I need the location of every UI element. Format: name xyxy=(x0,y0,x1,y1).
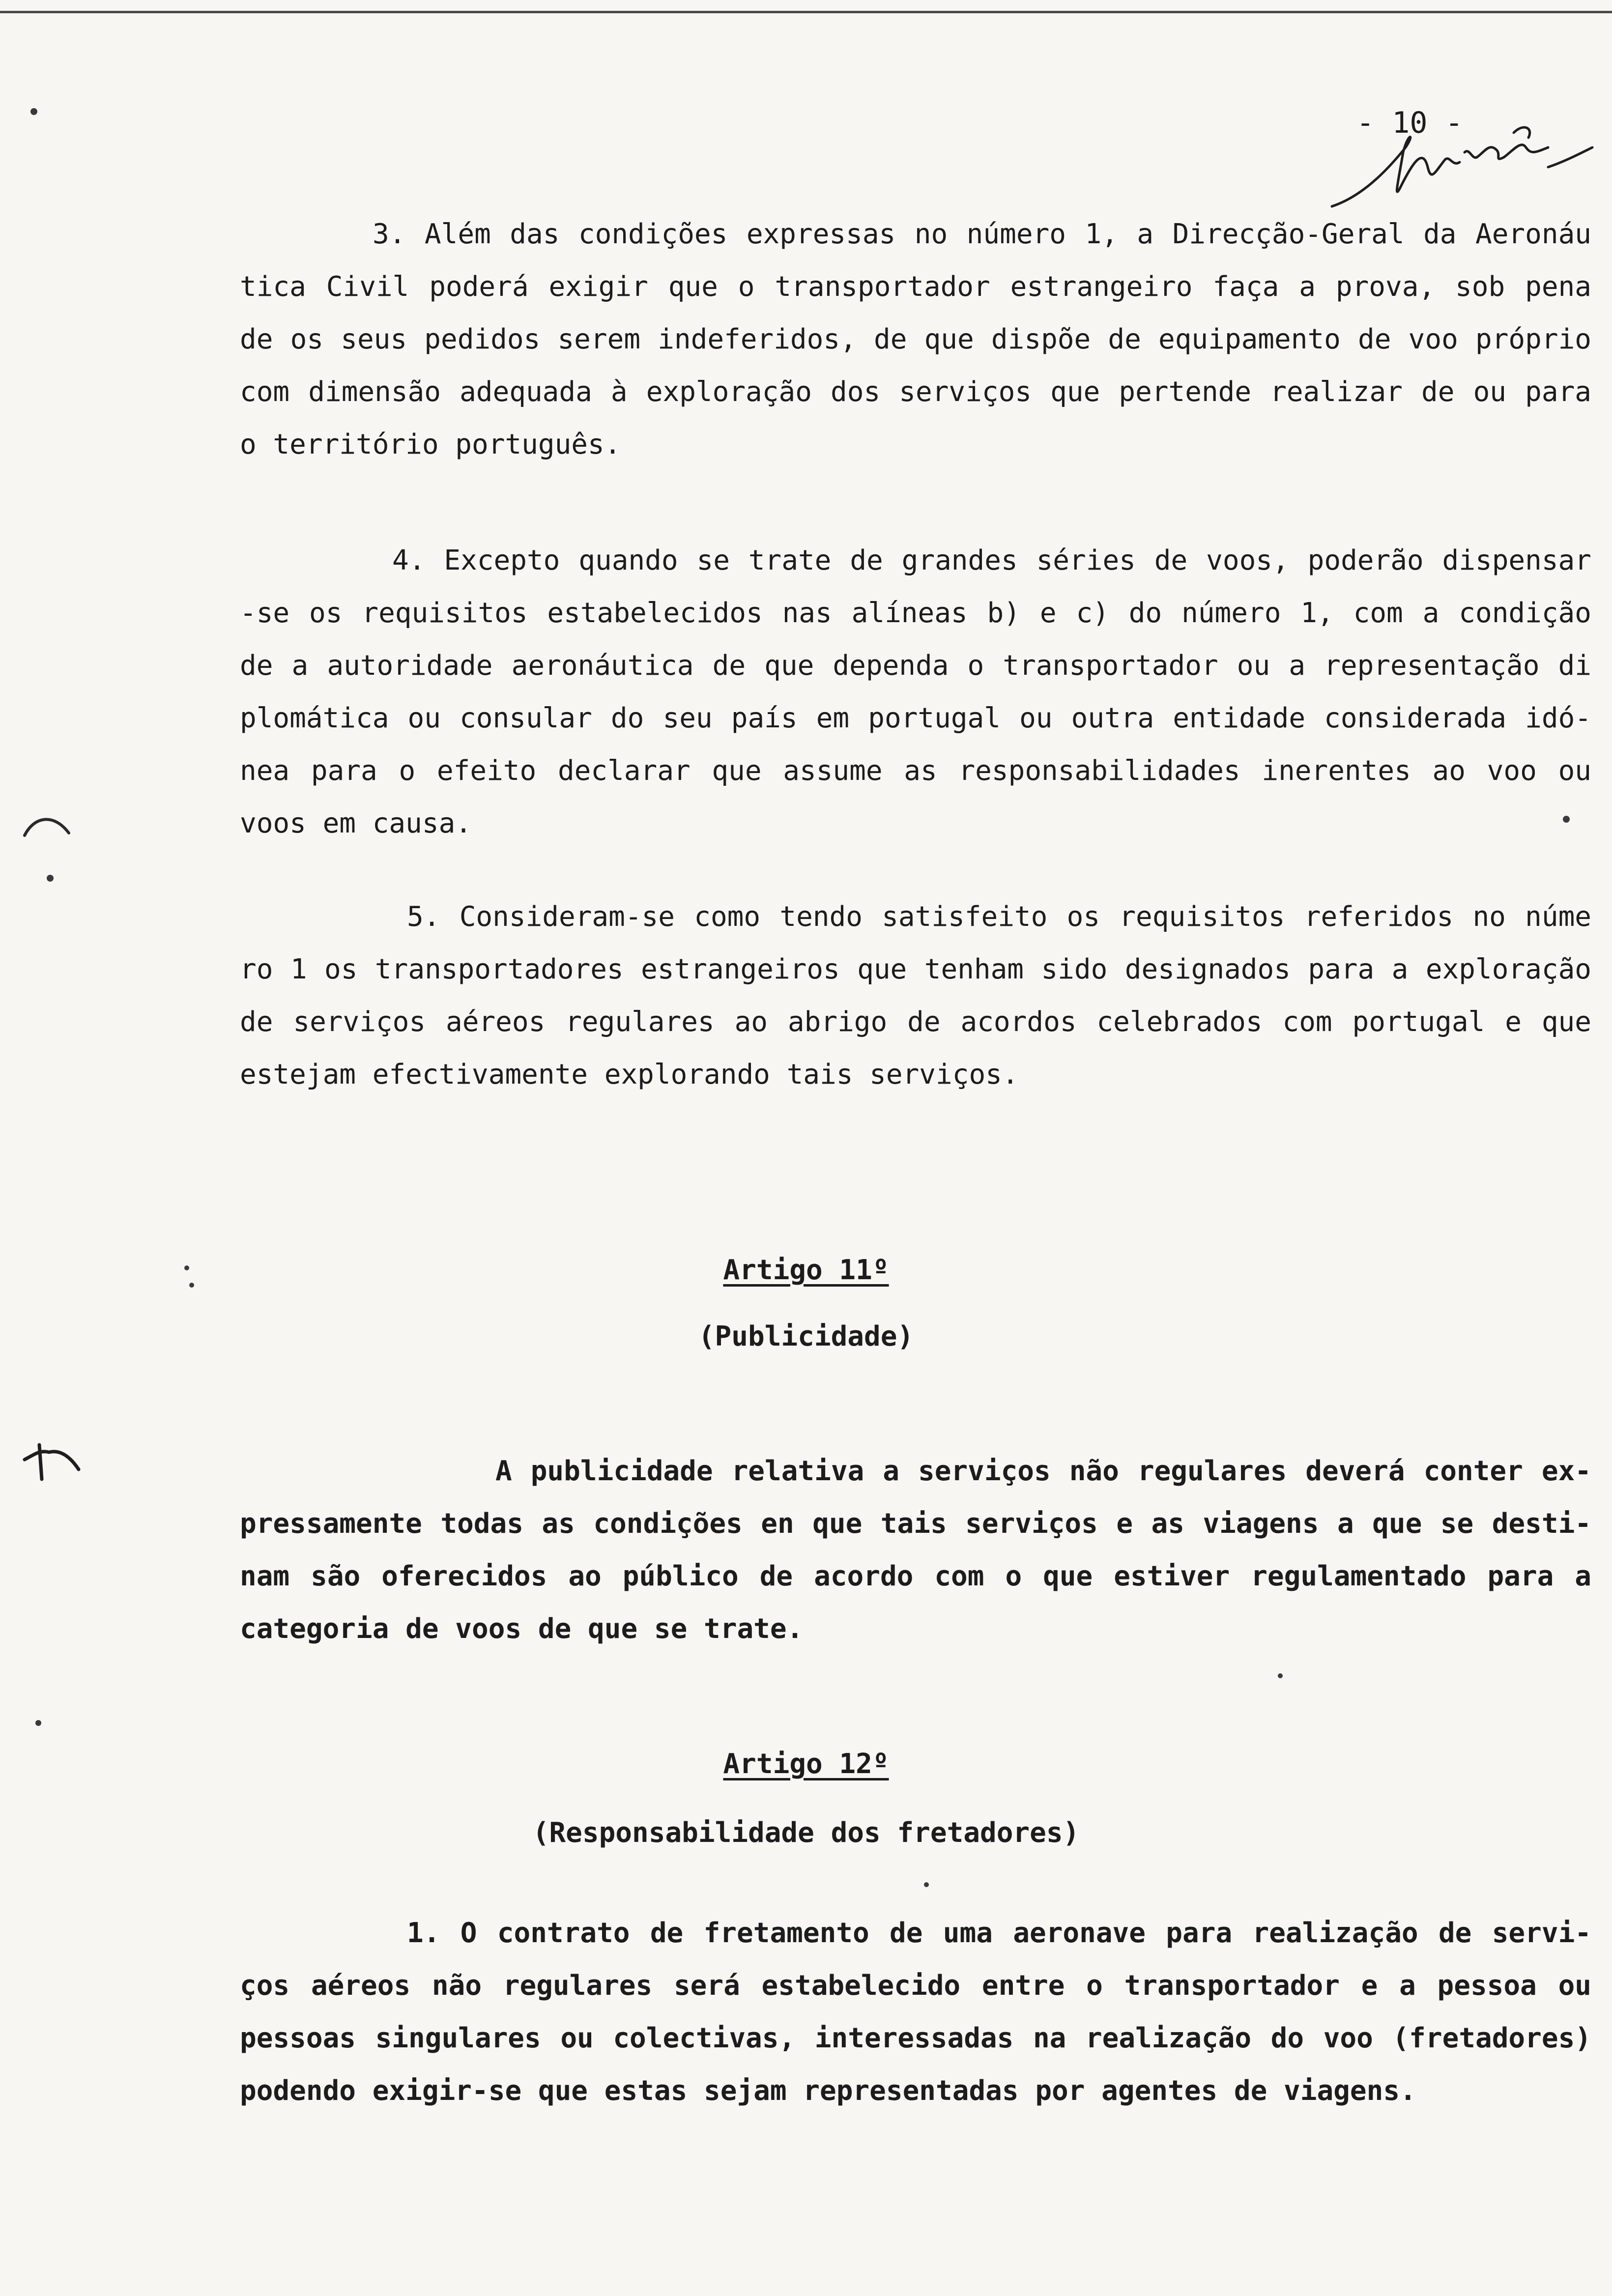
paragraph-5-line: estejam efectivamente explorando tais serviços. xyxy=(240,1059,1019,1091)
scan-speck xyxy=(47,875,54,882)
article-12-line: ços aéreos não regulares será estabelecido entre o transportador e a pessoa ou xyxy=(240,1970,1591,2002)
paragraph-4-line: 4. Excepto quando se trate de grandes séries de voos, poderão dispensar xyxy=(392,545,1591,576)
scan-speck xyxy=(35,1720,41,1726)
margin-hole-mark xyxy=(20,806,74,850)
article-12-subtitle: (Responsabilidade dos fretadores) xyxy=(532,1817,1080,1849)
paragraph-4-line: -se os requisitos estabelecidos nas alíneas b) e c) do número 1, com a condição xyxy=(240,597,1591,629)
article-11-line: A publicidade relativa a serviços não regulares deverá conter ex- xyxy=(495,1455,1591,1487)
article-11-title xyxy=(0,1248,1612,1292)
paragraph-3-line: o território português. xyxy=(240,429,621,460)
scan-speck xyxy=(924,1882,929,1887)
article-11-line: categoria de voos de que se trate. xyxy=(240,1613,804,1645)
article-11-title-text: Artigo 11º xyxy=(723,1254,889,1286)
paragraph-3-line: tica Civil poderá exigir que o transportador estrangeiro faça a prova, sob pena xyxy=(240,271,1591,303)
paragraph-4-line: voos em causa. xyxy=(240,807,472,839)
paragraph-4 xyxy=(240,534,1591,850)
scan-speck xyxy=(30,108,37,115)
paragraph-4-line: nea para o efeito declarar que assume as responsabilidades inerentes ao voo ou xyxy=(240,755,1591,787)
paragraph-4-line: de a autoridade aeronáutica de que dependa o transportador ou a representação di xyxy=(240,650,1591,682)
article-12-line: podendo exigir-se que estas sejam representadas por agentes de viagens. xyxy=(240,2075,1416,2107)
article-12-title xyxy=(0,1742,1612,1786)
paragraph-3-line: 3. Além das condições expressas no número 1, a Direcção-Geral da Aeronáu xyxy=(373,218,1591,250)
paragraph-3 xyxy=(240,208,1591,471)
scan-speck xyxy=(184,1265,189,1270)
paragraph-3-line: com dimensão adequada à exploração dos serviços que pertende realizar de ou para xyxy=(240,376,1591,408)
margin-hole-mark xyxy=(20,1440,84,1484)
page-number: - 10 - xyxy=(1356,106,1463,140)
article-12-line: 1. O contrato de fretamento de uma aeronave para realização de servi- xyxy=(407,1917,1591,1949)
paragraph-3-line: de os seus pedidos serem indeferidos, de que dispõe de equipamento de voo próprio xyxy=(240,323,1591,355)
article-11-subtitle: (Publicidade) xyxy=(698,1320,914,1352)
scan-speck xyxy=(1278,1673,1283,1678)
scan-top-border xyxy=(0,11,1612,13)
article-12-line: pessoas singulares ou colectivas, interessadas na realização do voo (fretadores) xyxy=(240,2022,1591,2054)
paragraph-4-line: plomática ou consular do seu país em portugal ou outra entidade considerada idó- xyxy=(240,702,1591,734)
scan-speck xyxy=(1563,816,1570,823)
paragraph-5-line: 5. Consideram-se como tendo satisfeito os requisitos referidos no núme xyxy=(407,901,1591,933)
article-11-line: pressamente todas as condições en que tais serviços e as viagens a que se desti- xyxy=(240,1508,1591,1540)
article-12-body xyxy=(240,1907,1591,2117)
paragraph-5-line: ro 1 os transportadores estrangeiros que tenham sido designados para a exploração xyxy=(240,953,1591,985)
article-11-body xyxy=(240,1445,1591,1655)
paragraph-5-line: de serviços aéreos regulares ao abrigo de acordos celebrados com portugal e que xyxy=(240,1006,1591,1038)
paragraph-5 xyxy=(240,890,1591,1101)
scan-speck xyxy=(189,1283,194,1288)
article-12-title-text: Artigo 12º xyxy=(723,1748,889,1780)
article-11-line: nam são oferecidos ao público de acordo com o que estiver regulamentado para a xyxy=(240,1560,1591,1592)
